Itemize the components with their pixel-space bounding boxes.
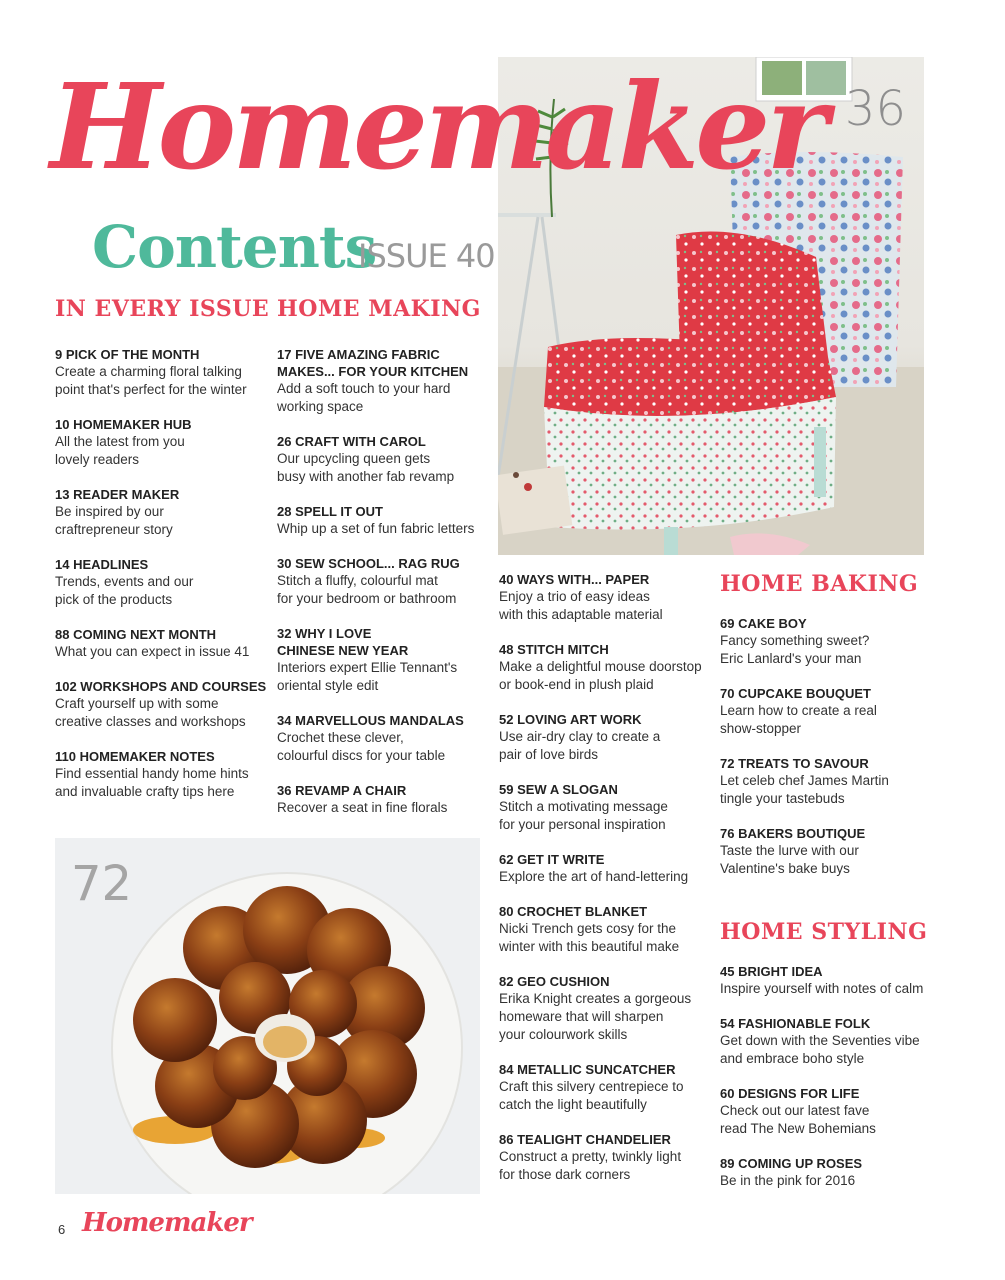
list-item[interactable] [499,973,709,1044]
entry-title: 54 FASHIONABLE FOLK [720,1016,871,1031]
entry-title: 40 WAYS WITH... PAPER [499,572,650,587]
list-item[interactable] [720,1155,950,1190]
entry-title: 88 COMING NEXT MONTH [55,627,217,642]
list-item[interactable] [55,678,275,731]
list-item[interactable] [277,625,492,695]
list-item[interactable] [499,711,709,764]
entry-title: 32 WHY I LOVE CHINESE NEW YEAR [277,626,409,658]
entry-title: 82 GEO CUSHION [499,974,610,989]
entry-desc: Explore the art of hand-lettering [499,869,689,884]
entry-desc: Check out our latest fave read The New Bohemians [720,1103,876,1136]
entry-desc: Fancy something sweet? Eric Lanlard's your man [720,633,870,666]
entry-desc: Use air-dry clay to create a pair of love birds [499,729,661,762]
section-title-in-every-issue: IN EVERY ISSUE [55,296,270,322]
entry-desc: Inspire yourself with notes of calm [720,981,924,996]
section-title-home-baking: HOME BAKING [720,571,919,597]
entry-title: 60 DESIGNS FOR LIFE [720,1086,860,1101]
entry-desc: Whip up a set of fun fabric letters [277,521,475,536]
entry-title: 52 LOVING ART WORK [499,712,642,727]
entry-desc: Nicki Trench gets cosy for the winter with this beautiful make [499,921,680,954]
bread-page-number: 72 [71,856,133,912]
entry-desc: Learn how to create a real show-stopper [720,703,877,736]
entry-title: 14 HEADLINES [55,557,149,572]
entry-title: 80 CROCHET BLANKET [499,904,648,919]
entry-desc: Crochet these clever, colourful discs for your table [277,730,446,763]
entry-desc: Taste the lurve with our Valentine's bake buys [720,843,859,876]
entry-desc: Let celeb chef James Martin tingle your tastebuds [720,773,889,806]
list-item[interactable] [55,416,275,469]
issue-number: ISSUE 40 [358,237,495,275]
entry-title: 102 WORKSHOPS AND COURSES [55,679,267,694]
entry-title: 76 BAKERS BOUTIQUE [720,826,866,841]
list-item[interactable] [55,626,275,661]
entry-desc: Craft this silvery centrepiece to catch the light beautifully [499,1079,684,1112]
list-item[interactable] [499,781,709,834]
entry-desc: Add a soft touch to your hard working space [277,381,451,414]
list-item[interactable] [277,712,492,765]
entry-title: 10 HOMEMAKER HUB [55,417,192,432]
entry-title: 86 TEALIGHT CHANDELIER [499,1132,671,1147]
entry-desc: Construct a pretty, twinkly light for those dark corners [499,1149,682,1182]
entry-title: 59 SEW A SLOGAN [499,782,618,797]
entry-desc: Enjoy a trio of easy ideas with this adaptable material [499,589,663,622]
entry-title: 84 METALLIC SUNCATCHER [499,1062,676,1077]
chair-page-number: 36 [844,81,906,137]
entry-desc: Recover a seat in fine florals [277,800,448,815]
list-item[interactable] [277,555,492,608]
entry-title: 69 CAKE BOY [720,616,807,631]
list-item[interactable] [277,433,492,486]
entry-title: 48 STITCH MITCH [499,642,609,657]
entry-desc: Create a charming floral talking point that's perfect for the winter [55,364,247,397]
list-item[interactable] [55,486,275,539]
entry-title: 9 PICK OF THE MONTH [55,347,200,362]
masthead-logo: Homemaker [50,57,825,196]
list-item[interactable] [720,963,950,998]
list-item[interactable] [55,748,275,801]
list-item[interactable] [720,615,950,668]
section-title-home-styling: HOME STYLING [720,919,928,945]
home-styling-section [720,921,950,1207]
entry-desc: Get down with the Seventies vibe and embrace boho style [720,1033,920,1066]
list-item[interactable] [499,1061,709,1114]
entry-desc: Erika Knight creates a gorgeous homeware that will sharpen your colourwork skills [499,991,692,1042]
list-item[interactable] [499,1131,709,1184]
list-item[interactable] [720,685,950,738]
list-item[interactable] [277,503,492,538]
entry-desc: Make a delightful mouse doorstop or book-end in plush plaid [499,659,702,692]
list-item[interactable] [499,571,709,624]
list-item[interactable] [720,1085,950,1138]
list-item[interactable] [499,641,709,694]
list-item[interactable] [499,903,709,956]
list-item[interactable] [720,1015,950,1068]
entry-title: 62 GET IT WRITE [499,852,605,867]
contents-heading: Contents [92,213,377,281]
footer-page-number: 6 [58,1222,66,1237]
entry-desc: Trends, events and our pick of the products [55,574,194,607]
in-every-issue-section [55,298,275,818]
entry-desc: Stitch a motivating message for your personal inspiration [499,799,668,832]
monkey-bread-photo [55,838,480,1194]
entry-desc: Be inspired by our craftrepreneur story [55,504,173,537]
home-making-section [277,298,492,834]
entry-title: 17 FIVE AMAZING FABRIC MAKES... FOR YOUR KITCHEN [277,347,469,379]
home-baking-section [720,573,950,895]
entry-title: 110 HOMEMAKER NOTES [55,749,215,764]
entry-desc: Stitch a fluffy, colourful mat for your bedroom or bathroom [277,573,457,606]
entry-desc: Our upcycling queen gets busy with another fab revamp [277,451,455,484]
list-item[interactable] [55,556,275,609]
list-item[interactable] [499,851,709,886]
entry-title: 13 READER MAKER [55,487,180,502]
list-item[interactable] [277,346,492,416]
entry-desc: What you can expect in issue 41 [55,644,250,659]
entry-title: 26 CRAFT WITH CAROL [277,434,426,449]
entry-desc: Be in the pink for 2016 [720,1173,856,1188]
entry-desc: All the latest from you lovely readers [55,434,185,467]
entry-desc: Craft yourself up with some creative classes and workshops [55,696,246,729]
entry-title: 28 SPELL IT OUT [277,504,383,519]
entry-title: 36 REVAMP A CHAIR [277,783,407,798]
list-item[interactable] [720,755,950,808]
entry-title: 72 TREATS TO SAVOUR [720,756,869,771]
list-item[interactable] [55,346,275,399]
entry-title: 45 BRIGHT IDEA [720,964,823,979]
list-item[interactable] [720,825,950,878]
entry-title: 30 SEW SCHOOL... RAG RUG [277,556,460,571]
craft-projects-section [499,571,709,1201]
entry-title: 70 CUPCAKE BOUQUET [720,686,871,701]
footer-logo: Homemaker [82,1208,252,1238]
section-title-home-making: HOME MAKING [277,296,481,322]
entry-title: 34 MARVELLOUS MANDALAS [277,713,464,728]
entry-title: 89 COMING UP ROSES [720,1156,863,1171]
entry-desc: Find essential handy home hints and invaluable crafty tips here [55,766,249,799]
entry-desc: Interiors expert Ellie Tennant's oriental style edit [277,660,458,693]
list-item[interactable] [277,782,492,817]
